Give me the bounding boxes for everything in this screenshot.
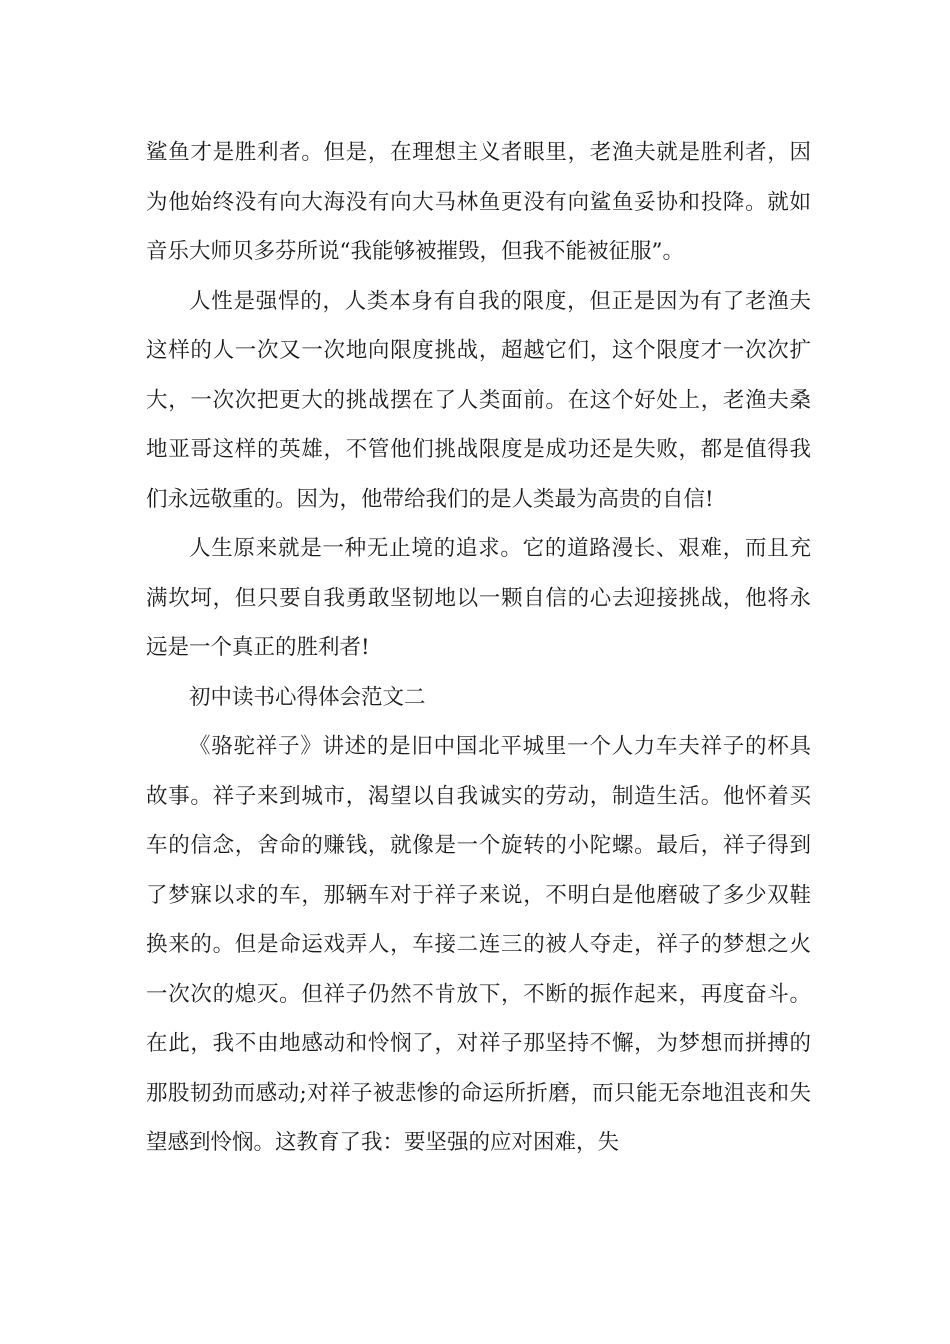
paragraph-2: 人性是强悍的，人类本身有自我的限度，但正是因为有了老渔夫这样的人一次又一次地向限度挑战，超越它们，这个限度才一次次扩大，一次次把更大的挑战摆在了人类面前。在这个好处上，老渔夫桑地亚哥这样的英雄，不管他们挑战限度是成功还是失败，都是值得我们永远敬重的。因为，他带给我们的是人类最为高贵的自信! <box>146 288 811 512</box>
paragraph-4: 《骆驼祥子》讲述的是旧中国北平城里一个人力车夫祥子的杯具故事。祥子来到城市，渴望以自我诚实的劳动，制造生活。他怀着买车的信念，舍命的赚钱，就像是一个旋转的小陀螺。最后，祥子得到了梦寐以求的车，那辆车对于祥子来说，不明白是他磨破了多少双鞋换来的。但是命运戏弄人，车接二连三的被人夺走，祥子的梦想之火一次次的熄灭。但祥子仍然不肯放下，不断的振作起来，再度奋斗。在此，我不由地感动和怜悯了，对祥子那坚持不懈，为梦想而拼搏的那股韧劲而感动;对祥子被悲惨的命运所折磨，而只能无奈地沮丧和失望感到怜悯。这教育了我：要坚强的应对困难，失 <box>146 734 811 1155</box>
paragraph-1: 鲨鱼才是胜利者。但是，在理想主义者眼里，老渔夫就是胜利者，因为他始终没有向大海没有向大马林鱼更没有向鲨鱼妥协和投降。就如音乐大师贝多芬所说“我能够被摧毁，但我不能被征服”。 <box>146 140 811 264</box>
paragraph-3: 人生原来就是一种无止境的追求。它的道路漫长、艰难，而且充满坎坷，但只要自我勇敢坚韧地以一颗自信的心去迎接挑战，他将永远是一个真正的胜利者! <box>146 536 811 660</box>
document-body <box>146 128 811 1168</box>
section-heading: 初中读书心得体会范文二 <box>189 684 426 710</box>
